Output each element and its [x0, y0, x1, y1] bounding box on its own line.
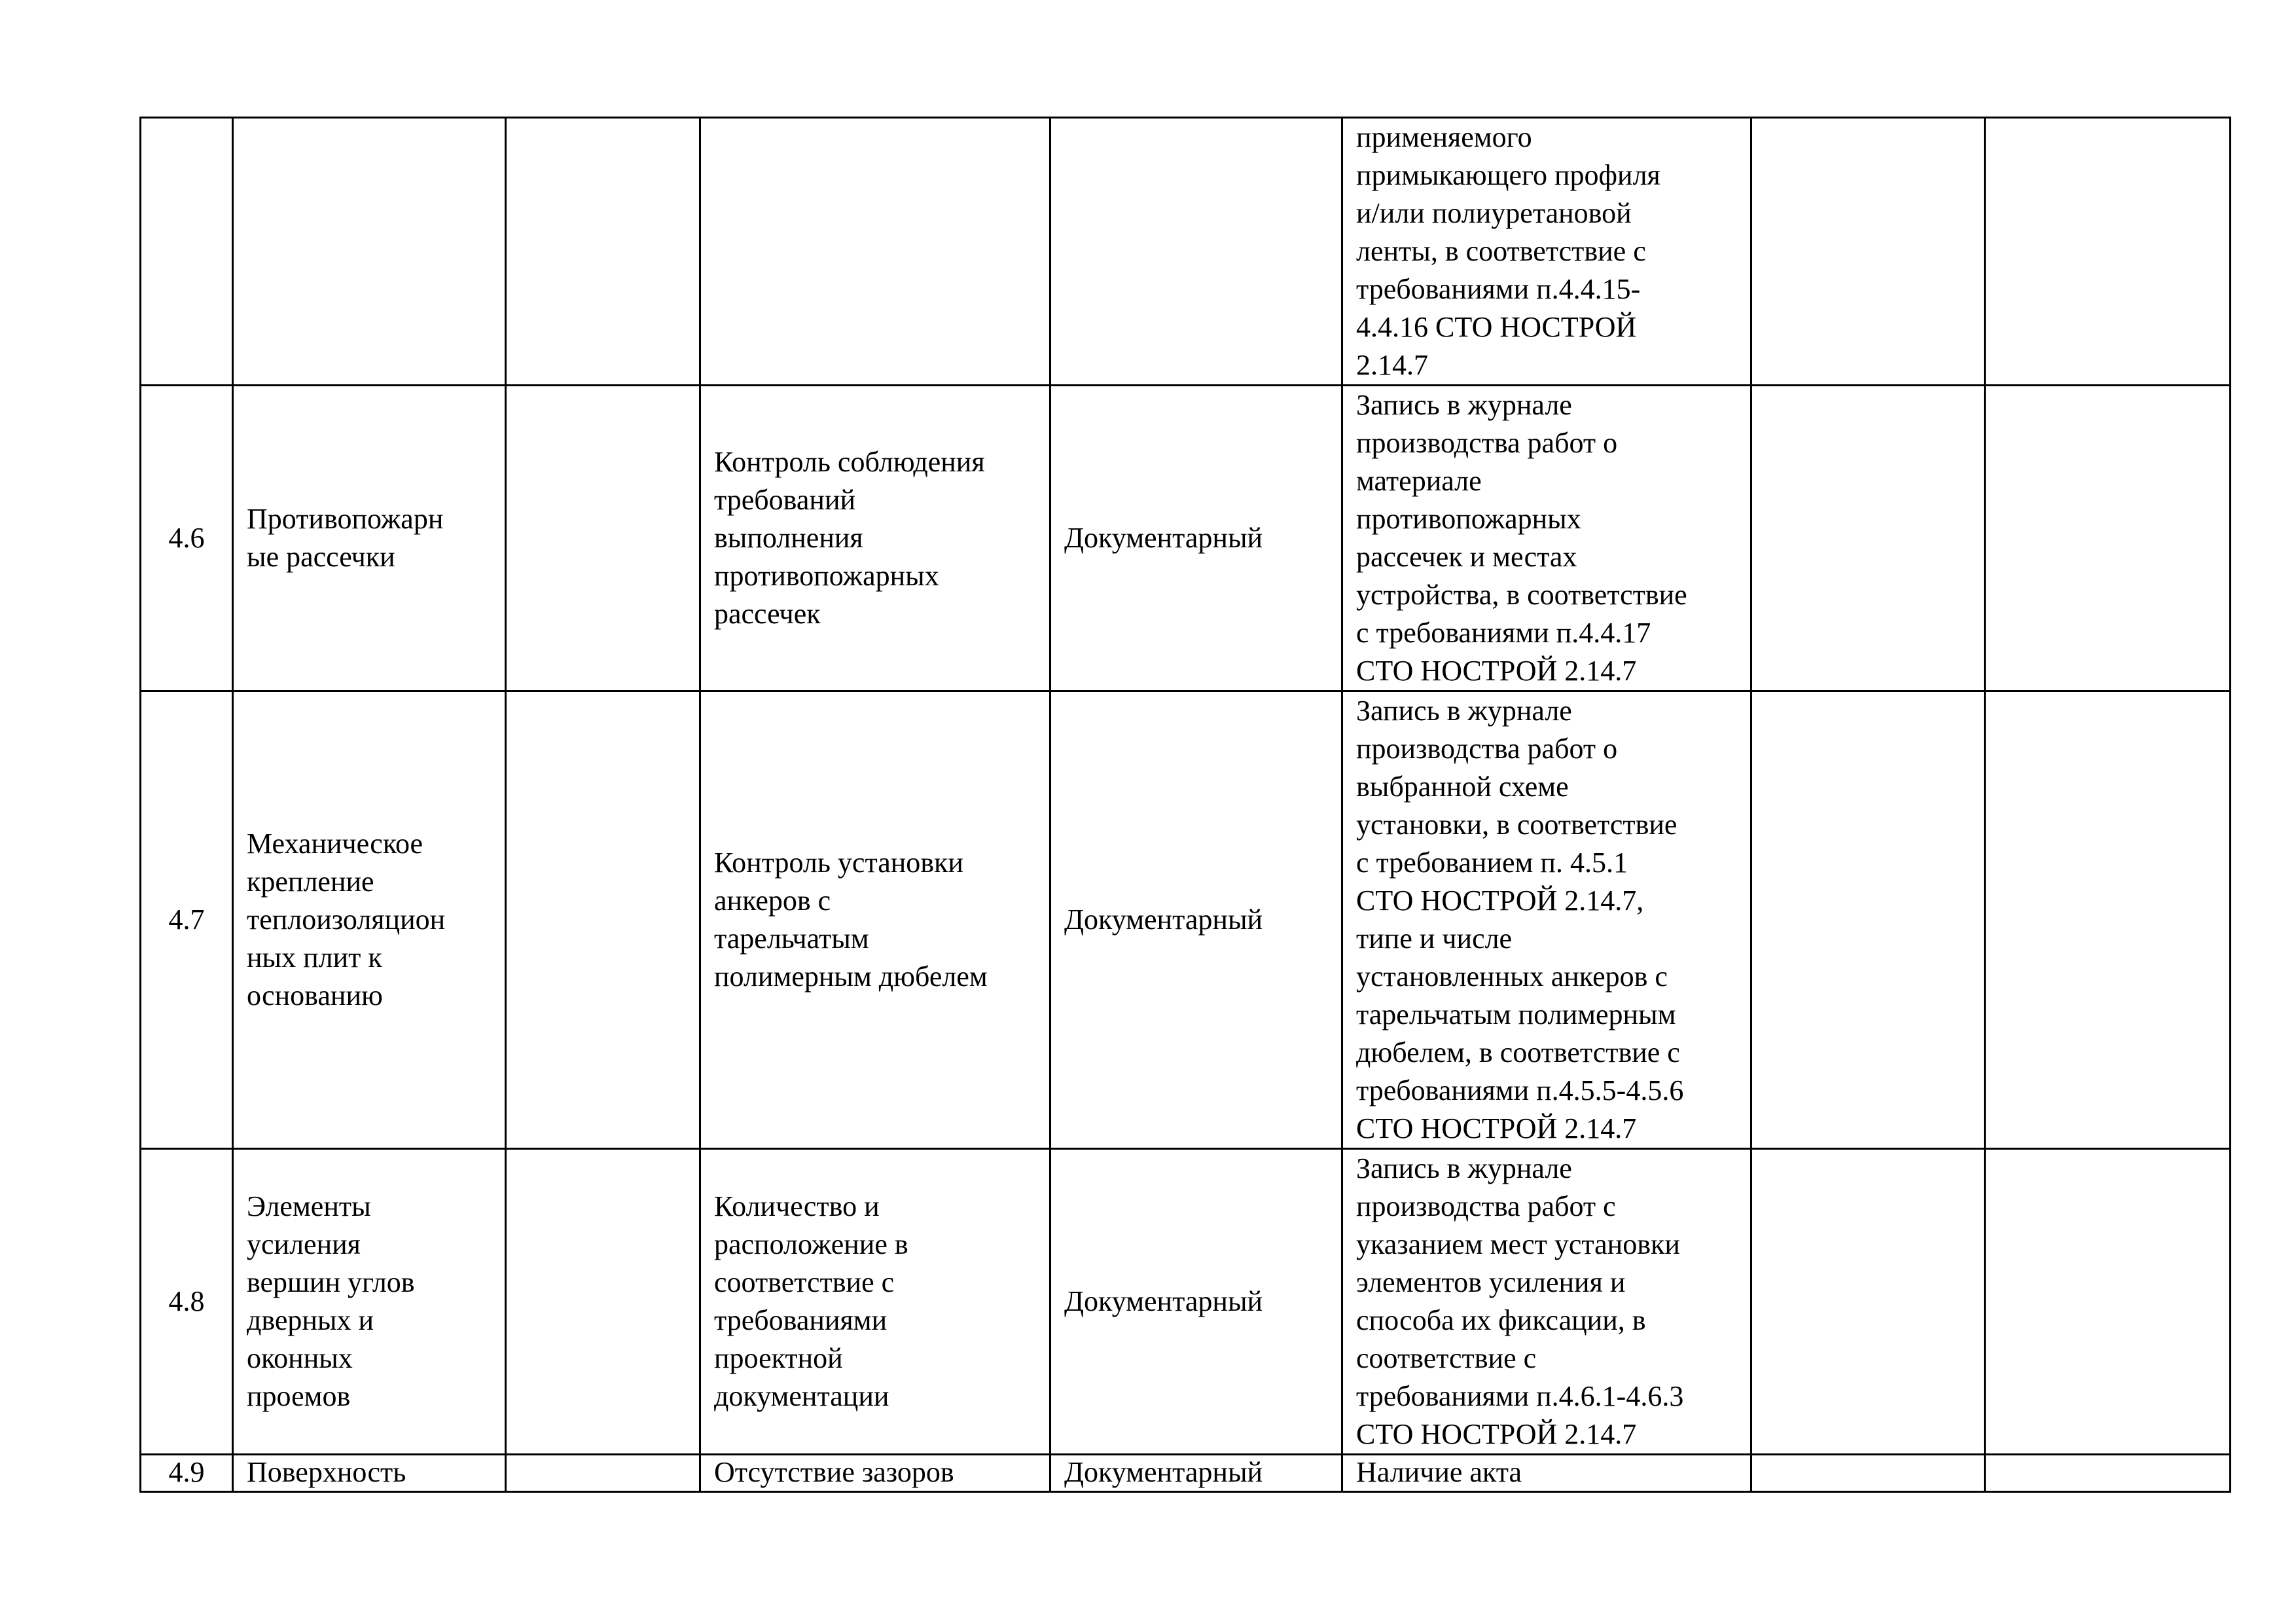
empty-cell — [1751, 118, 1985, 386]
record-requirement: Запись в журнале производства работ с указанием мест установки элементов усиления и способа их фиксации, в соответствие с требованиями п.4.6.1-4.6.3 СТО НОСТРОЙ 2.14.7 — [1342, 1149, 1751, 1455]
control-method: Документарный — [1050, 1455, 1342, 1492]
table-row — [141, 1149, 2231, 1455]
empty-cell — [1751, 386, 1985, 691]
empty-cell — [506, 1149, 700, 1455]
control-method: Документарный — [1050, 691, 1342, 1149]
record-requirement: Запись в журнале производства работ о материале противопожарных рассечек и местах устройства, в соответствие с требованиями п.4.4.17 СТО НОСТРОЙ 2.14.7 — [1342, 386, 1751, 691]
table-row — [141, 691, 2231, 1149]
item-name: Поверхность — [233, 1455, 506, 1492]
item-number: 4.7 — [141, 691, 233, 1149]
control-description — [700, 118, 1050, 386]
empty-cell — [1751, 691, 1985, 1149]
table-row — [141, 386, 2231, 691]
item-name — [233, 118, 506, 386]
empty-cell — [506, 386, 700, 691]
empty-cell — [1985, 1149, 2231, 1455]
empty-cell — [506, 118, 700, 386]
item-name: Противопожарн ые рассечки — [233, 386, 506, 691]
empty-cell — [1985, 691, 2231, 1149]
item-number: 4.8 — [141, 1149, 233, 1455]
empty-cell — [1751, 1455, 1985, 1492]
control-description: Контроль соблюдения требований выполнения противопожарных рассечек — [700, 386, 1050, 691]
control-method: Документарный — [1050, 1149, 1342, 1455]
empty-cell — [1985, 118, 2231, 386]
record-requirement: применяемого примыкающего профиля и/или полиуретановой ленты, в соответствие с требованиями п.4.4.15- 4.4.16 СТО НОСТРОЙ 2.14.7 — [1342, 118, 1751, 386]
empty-cell — [1985, 1455, 2231, 1492]
inspection-table — [139, 117, 2231, 1493]
control-method: Документарный — [1050, 386, 1342, 691]
control-description: Контроль установки анкеров с тарельчатым полимерным дюбелем — [700, 691, 1050, 1149]
table-row — [141, 118, 2231, 386]
empty-cell — [506, 691, 700, 1149]
record-requirement: Запись в журнале производства работ о выбранной схеме установки, в соответствие с требованием п. 4.5.1 СТО НОСТРОЙ 2.14.7, типе и числе установленных анкеров с тарельчатым полимерным дюбелем, в соответствие с требованиями п.4.5.5-4.5.6 СТО НОСТРОЙ 2.14.7 — [1342, 691, 1751, 1149]
empty-cell — [1751, 1149, 1985, 1455]
table-row — [141, 1455, 2231, 1492]
record-requirement: Наличие акта — [1342, 1455, 1751, 1492]
empty-cell — [1985, 386, 2231, 691]
item-name: Элементы усиления вершин углов дверных и оконных проемов — [233, 1149, 506, 1455]
control-method — [1050, 118, 1342, 386]
item-number: 4.6 — [141, 386, 233, 691]
item-number: 4.9 — [141, 1455, 233, 1492]
empty-cell — [506, 1455, 700, 1492]
item-number — [141, 118, 233, 386]
control-description: Количество и расположение в соответствие с требованиями проектной документации — [700, 1149, 1050, 1455]
item-name: Механическое крепление теплоизоляцион ных плит к основанию — [233, 691, 506, 1149]
control-description: Отсутствие зазоров — [700, 1455, 1050, 1492]
